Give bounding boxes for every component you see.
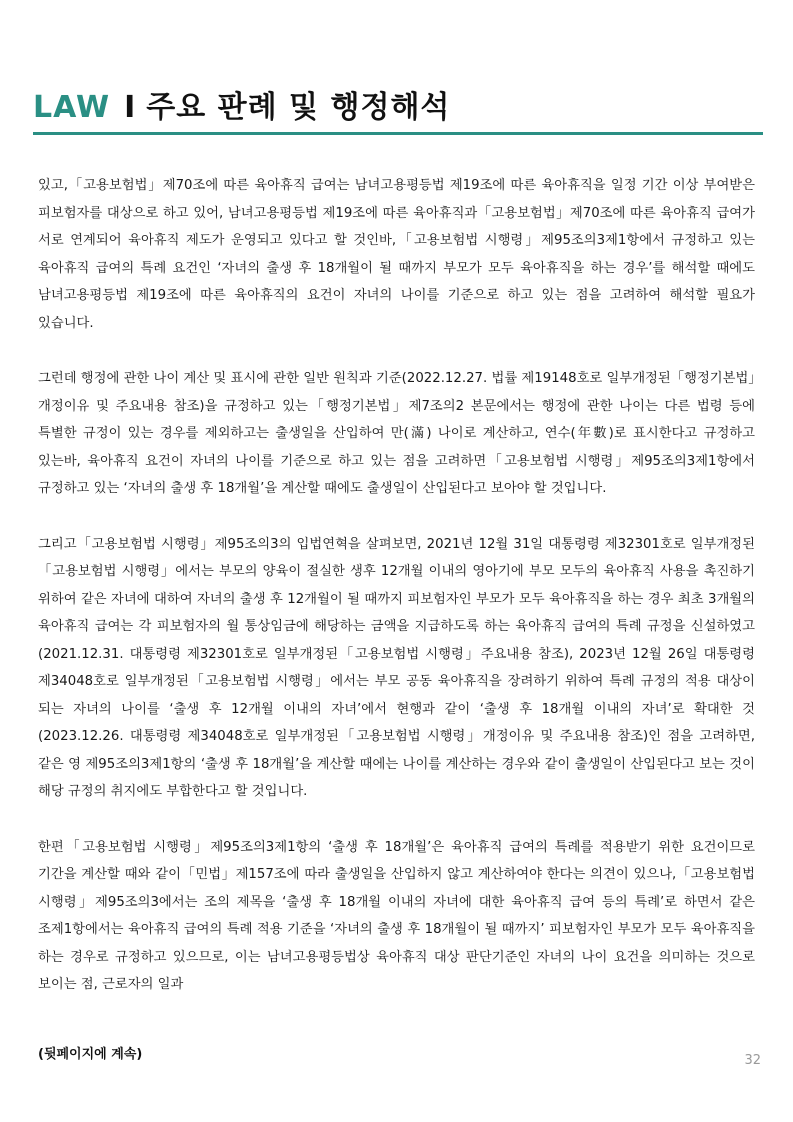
page-title: 주요 판례 및 행정해석: [146, 90, 451, 125]
paragraph: 그런데 행정에 관한 나이 계산 및 표시에 관한 일반 원칙과 기준(2022.12.27. 법률 제19148호로 일부개정된「행정기본법」개정이유 및 주요내용 참조)을 규정하고 있는「행정기본법」제7조의2 본문에서는 행정에 관한 나이는 다른 법령 등에 특별한 규정이 있는 경우를 제외하고는 출생일을 산입하여 만(滿) 나이로 계산하고, 연수(年數)로 표시한다고 규정하고 있는바, 육아휴직 요건이 자녀의 나이를 기준으로 하고 있는 점을 고려하면「고용보험법 시행령」제95조의3제1항에서 규정하고 있는 ‘자녀의 출생 후 18개월’을 계산할 때에도 출생일이 산입된다고 보아야 할 것입니다.: [38, 371, 755, 496]
page-header: [33, 86, 763, 132]
header-divider: [33, 132, 763, 135]
paragraph: 있고,「고용보험법」제70조에 따른 육아휴직 급여는 남녀고용평등법 제19조에 따른 육아휴직을 일정 기간 이상 부여받은 피보험자를 대상으로 하고 있어, 남녀고용평등법 제19조에 따른 육아휴직과「고용보험법」제70조에 따른 육아휴직 급여가 서로 연계되어 육아휴직 제도가 운영되고 있다고 할 것인바,「고용보험법 시행령」제95조의3제1항에서 규정하고 있는 육아휴직 급여의 특례 요건인 ‘자녀의 출생 후 18개월이 될 때까지 부모가 모두 육아휴직을 하는 경우’를 해석할 때에도 남녀고용평등법 제19조에 따른 육아휴직의 요건이 자녀의 나이를 기준으로 하고 있는 점을 고려하여 해석할 필요가 있습니다.: [38, 178, 755, 331]
continued-note: (뒷페이지에 계속): [38, 1047, 143, 1062]
page-number: 32: [744, 1053, 761, 1068]
header-title: [33, 86, 450, 130]
paragraph: 한편「고용보험법 시행령」제95조의3제1항의 ‘출생 후 18개월’은 육아휴직 급여의 특례를 적용받기 위한 요건이므로 기간을 계산할 때와 같이「민법」제157조에 따라 출생일을 산입하지 않고 계산하여야 한다는 의견이 있으나,「고용보험법 시행령」제95조의3에서는 조의 제목을 ‘출생 후 18개월 이내의 자녀에 대한 육아휴직 급여 등의 특례’로 하면서 같은 조제1항에서는 육아휴직 급여의 특례 적용 기준을 ‘자녀의 출생 후 18개월이 될 때까지’ 피보험자인 부모가 모두 육아휴직을 하는 경우로 규정하고 있으므로, 이는 남녀고용평등법상 육아휴직 대상 판단기준인 자녀의 나이 요건을 의미하는 것으로 보이는 점, 근로자의 일과: [38, 839, 755, 992]
header-separator: I: [124, 90, 137, 125]
document-body: [38, 172, 755, 1027]
section-label: LAW: [33, 90, 111, 125]
paragraph: 그리고「고용보험법 시행령」제95조의3의 입법연혁을 살펴보면, 2021년 12월 31일 대통령령 제32301호로 일부개정된「고용보험법 시행령」에서는 부모의 양육이 절실한 생후 12개월 이내의 영아기에 부모 모두의 육아휴직 사용을 촉진하기 위하여 같은 자녀에 대하여 자녀의 출생 후 12개월이 될 때까지 피보험자인 부모가 모두 육아휴직을 하는 경우 최초 3개월의 육아휴직 급여는 각 피보험자의 월 통상임금에 해당하는 금액을 지급하도록 하는 육아휴직 급여의 특례 규정을 신설하였고(2021.12.31. 대통령령 제32301호로 일부개정된「고용보험법 시행령」주요내용 참조), 2023년 12월 26일 대통령령 제34048호로 일부개정된「고용보험법 시행령」에서는 부모 공동 육아휴직을 장려하기 위하여 특례 규정의 적용 대상이 되는 자녀의 나이를 ‘출생 후 12개월 이내의 자녀’에서 현행과 같이 ‘출생 후 18개월 이내의 자녀’로 확대한 것(2023.12.26. 대통령령 제34048호로 일부개정된「고용보험법 시행령」개정이유 및 주요내용 참조)인 점을 고려하면, 같은 영 제95조의3제1항의 ‘출생 후 18개월’을 계산할 때에는 나이를 계산하는 경우와 같이 출생일이 산입된다고 보는 것이 해당 규정의 취지에도 부합한다고 할 것입니다.: [38, 536, 755, 799]
